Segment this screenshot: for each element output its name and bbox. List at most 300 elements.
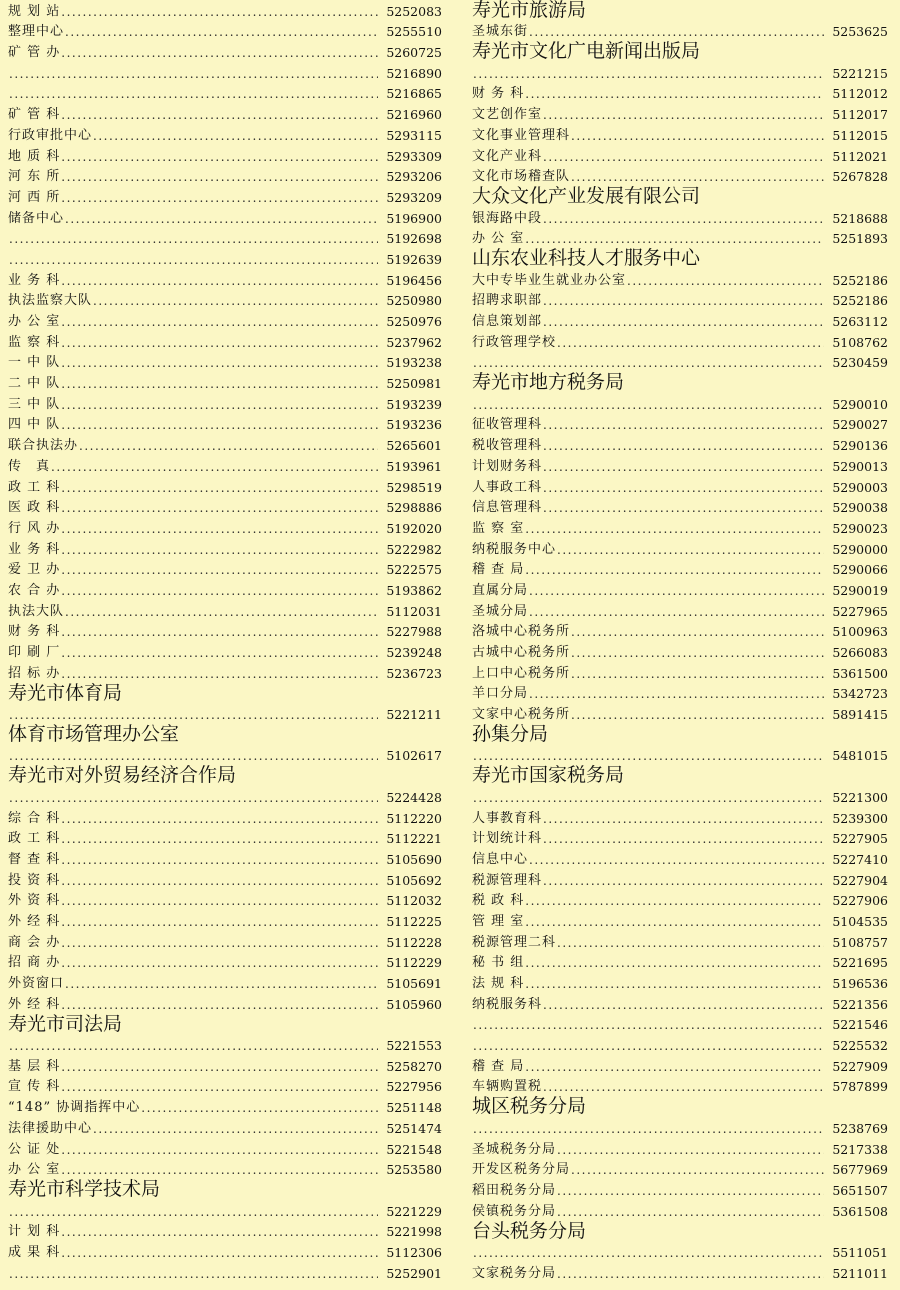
directory-entry [8, 476, 442, 497]
dot-leader [61, 313, 378, 331]
directory-entry [8, 931, 442, 952]
directory-entry [8, 1262, 442, 1283]
phone-number: 5290010 [832, 396, 888, 412]
phone-number: 5290027 [832, 417, 888, 433]
department-name: 规 划 站 [8, 3, 61, 19]
department-name: 招聘求职部 [472, 293, 543, 309]
phone-number: 5267828 [832, 169, 888, 185]
phone-number: 5192698 [386, 231, 442, 247]
dot-leader [61, 1058, 378, 1076]
department-name: 矿 管 办 [8, 45, 61, 61]
phone-number: 5227904 [832, 872, 888, 888]
phone-number: 5342723 [832, 686, 888, 702]
dot-leader [525, 892, 824, 910]
phone-number: 5112220 [386, 810, 442, 826]
directory-entry [8, 600, 442, 621]
phone-number: 5112017 [832, 107, 888, 123]
directory-entry [8, 414, 442, 435]
directory-entry [8, 41, 442, 62]
dot-leader [525, 520, 824, 538]
dot-leader [61, 3, 378, 21]
phone-number: 5361500 [832, 665, 888, 681]
phone-number: 5293206 [386, 169, 442, 185]
dot-leader [61, 148, 378, 166]
phone-number: 5196456 [386, 272, 442, 288]
dot-leader [141, 1099, 378, 1117]
directory-entry [8, 103, 442, 124]
directory-entry [472, 103, 888, 124]
department-name: 圣城税务分局 [472, 1141, 557, 1157]
section-heading: 山东农业科技人才服务中心 [472, 247, 701, 270]
directory-entry [8, 703, 442, 724]
section-heading: 城区税务分局 [472, 1095, 587, 1118]
dot-leader [61, 168, 378, 186]
directory-entry [472, 1159, 888, 1180]
phone-number: 5216960 [386, 107, 442, 123]
directory-entry [472, 1200, 888, 1221]
dot-leader [571, 665, 824, 683]
directory-entry [8, 248, 442, 269]
phone-number: 5192020 [386, 520, 442, 536]
directory-entry [472, 1138, 888, 1159]
phone-number: 5105960 [386, 996, 442, 1012]
department-name: 河 东 所 [8, 169, 61, 185]
department-name: 车辆购置税 [472, 1079, 543, 1095]
directory-entry [472, 972, 888, 993]
dot-leader [61, 375, 378, 393]
phone-number: 5236723 [386, 665, 442, 681]
directory-entry [472, 786, 888, 807]
department-name: 人事政工科 [472, 479, 543, 495]
phone-number: 5108757 [832, 934, 888, 950]
phone-number: 5196900 [386, 210, 442, 226]
dot-leader [543, 810, 824, 828]
dot-leader [571, 168, 824, 186]
department-name: 联合执法办 [8, 438, 79, 454]
department-name: 储备中心 [8, 210, 65, 226]
directory-entry [8, 83, 442, 104]
directory-entry [472, 703, 888, 724]
phone-number: 5252083 [386, 3, 442, 19]
directory-entry [8, 1117, 442, 1138]
directory-entry [8, 952, 442, 973]
department-name: 纳税服务中心 [472, 541, 557, 557]
phone-number: 5224428 [386, 789, 442, 805]
directory-entry [472, 124, 888, 145]
directory-entry [8, 848, 442, 869]
phone-number: 5218688 [832, 210, 888, 226]
dot-leader [557, 934, 824, 952]
dot-leader [543, 313, 824, 331]
department-name: 人事教育科 [472, 810, 543, 826]
department-name: 印 刷 厂 [8, 645, 61, 660]
directory-entry [8, 497, 442, 518]
dot-leader [525, 913, 824, 931]
dot-leader [61, 996, 378, 1014]
phone-number: 5222575 [386, 562, 442, 578]
directory-entry [472, 310, 888, 331]
phone-number: 5239300 [832, 810, 888, 826]
department-name: 财 务 科 [8, 624, 61, 640]
dot-leader [65, 603, 378, 621]
directory-entry [8, 517, 442, 538]
directory-entry [472, 993, 888, 1014]
directory-entry [472, 1014, 888, 1035]
dot-leader [543, 479, 824, 497]
directory-entry [472, 745, 888, 766]
dot-leader [61, 541, 378, 559]
phone-number: 5237962 [386, 334, 442, 350]
directory-entry [8, 869, 442, 890]
phone-number: 5112021 [832, 148, 888, 164]
directory-entry [472, 662, 888, 683]
phone-number: 5192639 [386, 251, 442, 267]
phone-number: 5250981 [386, 376, 442, 392]
phone-number: 5290000 [832, 541, 888, 557]
department-name: 招 标 办 [8, 665, 61, 681]
directory-entry [8, 910, 442, 931]
directory-entry [472, 434, 888, 455]
phone-number: 5112228 [386, 934, 442, 950]
directory-entry [8, 290, 442, 311]
department-name: 监 察 室 [472, 520, 525, 536]
department-name: 税源管理科 [472, 872, 543, 888]
section-heading: 寿光市科学技术局 [8, 1178, 161, 1201]
dot-leader [9, 706, 378, 724]
department-name: 矿 管 科 [8, 107, 61, 123]
phone-number: 5105690 [386, 851, 442, 867]
directory-entry [8, 1241, 442, 1262]
phone-number: 5193238 [386, 355, 442, 371]
phone-number: 5221546 [832, 1017, 888, 1033]
phone-number: 5221229 [386, 1203, 442, 1219]
right-column [450, 0, 900, 1290]
dot-leader [93, 292, 378, 310]
dot-leader [61, 892, 378, 910]
directory-entry [8, 1159, 442, 1180]
dot-leader [61, 499, 378, 517]
dot-leader [557, 1141, 824, 1159]
directory-entry [472, 1055, 888, 1076]
dot-leader [543, 458, 824, 476]
directory-entry [472, 414, 888, 435]
dot-leader [543, 292, 824, 310]
phone-number: 5211011 [832, 1265, 888, 1281]
directory-entry [472, 952, 888, 973]
dot-leader [9, 1203, 378, 1221]
department-name: 税收管理科 [472, 438, 543, 454]
phone-number: 5227988 [386, 624, 442, 640]
directory-entry [472, 166, 888, 187]
phone-number: 5290003 [832, 479, 888, 495]
directory-entry [8, 1221, 442, 1242]
dot-leader [61, 582, 378, 600]
dot-leader [61, 1161, 378, 1179]
department-name: 外 经 科 [8, 996, 61, 1012]
dot-leader [93, 1120, 378, 1138]
dot-leader [525, 85, 824, 103]
department-name: 二 中 队 [8, 376, 61, 392]
section-heading: 体育市场管理办公室 [8, 723, 180, 746]
phone-number: 5227906 [832, 893, 888, 909]
phone-number: 5238769 [832, 1120, 888, 1136]
dot-leader [473, 1244, 824, 1262]
department-name: 文艺创作室 [472, 107, 543, 123]
dot-leader [473, 1120, 824, 1138]
dot-leader [61, 913, 378, 931]
dot-leader [543, 106, 824, 124]
department-name: 直属分局 [472, 582, 529, 598]
department-name: 纳税服务科 [472, 996, 543, 1012]
phone-number: 5112031 [386, 603, 442, 619]
department-name: 开发区税务分局 [472, 1162, 571, 1178]
phone-number: 5221300 [832, 789, 888, 805]
directory-entry [8, 1034, 442, 1055]
department-name: 商 会 办 [8, 934, 61, 950]
phone-number: 5221211 [386, 707, 442, 723]
phone-number: 5216865 [386, 86, 442, 102]
phone-number: 5221356 [832, 996, 888, 1012]
directory-entry [472, 1262, 888, 1283]
directory-entry [8, 1138, 442, 1159]
dot-leader [543, 996, 824, 1014]
phone-number: 5112229 [386, 955, 442, 971]
directory-entry [472, 869, 888, 890]
directory-entry [8, 372, 442, 393]
phone-number: 5100963 [832, 624, 888, 640]
department-name: 法律援助中心 [8, 1120, 93, 1136]
dot-leader [61, 44, 378, 62]
dot-leader [543, 499, 824, 517]
phone-number: 5293309 [386, 148, 442, 164]
directory-entry [472, 497, 888, 518]
phone-number: 5290038 [832, 500, 888, 516]
directory-entry [8, 62, 442, 83]
directory-entry [472, 828, 888, 849]
directory-entry [472, 1117, 888, 1138]
directory-entry [8, 186, 442, 207]
department-name: 医 政 科 [8, 500, 61, 516]
directory-entry [8, 393, 442, 414]
dot-leader [525, 230, 824, 248]
phone-number: 5193862 [386, 582, 442, 598]
department-name: 外 资 科 [8, 893, 61, 909]
dot-leader [61, 354, 378, 372]
department-name: 政 工 科 [8, 479, 61, 495]
dot-leader [543, 416, 824, 434]
dot-leader [61, 520, 378, 538]
department-name: 整理中心 [8, 24, 65, 40]
directory-entry [8, 228, 442, 249]
directory-entry [472, 145, 888, 166]
dot-leader [473, 747, 824, 765]
department-name: 信息策划部 [472, 314, 543, 329]
phone-number: 5361508 [832, 1203, 888, 1219]
directory-entry [8, 1200, 442, 1221]
department-name: 信息管理科 [472, 500, 543, 516]
dot-leader [571, 706, 824, 724]
dot-leader [93, 127, 378, 145]
phone-number: 5298886 [386, 500, 442, 516]
department-name: 税源管理二科 [472, 934, 557, 950]
dot-leader [9, 230, 378, 248]
phone-number: 5263112 [832, 314, 888, 329]
department-name: 文化市场稽查队 [472, 169, 571, 185]
dot-leader [557, 1182, 824, 1200]
department-name: 传 真 [8, 458, 51, 474]
department-name: 洛城中心税务所 [472, 624, 571, 640]
directory-entry [472, 600, 888, 621]
phone-number: 5221215 [832, 65, 888, 81]
department-name: 三 中 队 [8, 396, 61, 412]
phone-number: 5255510 [386, 24, 442, 40]
dot-leader [61, 334, 378, 352]
department-name: 行政管理学校 [472, 334, 557, 350]
department-name: 大中专毕业生就业办公室 [472, 272, 627, 288]
phone-number: 5258270 [386, 1058, 442, 1074]
dot-leader [473, 65, 824, 83]
directory-entry [8, 641, 442, 662]
dot-leader [61, 954, 378, 972]
directory-entry [8, 21, 442, 42]
dot-leader [571, 623, 824, 641]
dot-leader [61, 830, 378, 848]
directory-entry [472, 228, 888, 249]
department-name: 办 公 室 [472, 231, 525, 247]
phone-number: 5193239 [386, 396, 442, 412]
department-name: “148” 协调指挥中心 [8, 1100, 141, 1116]
department-name: 秘 书 组 [472, 955, 525, 971]
dot-leader [79, 437, 378, 455]
phone-number: 5651507 [832, 1182, 888, 1198]
dot-leader [543, 872, 824, 890]
dot-leader [529, 23, 824, 41]
directory-entry [8, 1076, 442, 1097]
directory-entry [8, 972, 442, 993]
dot-leader [61, 396, 378, 414]
section-heading: 寿光市司法局 [8, 1012, 123, 1035]
phone-number: 5227965 [832, 603, 888, 619]
directory-entry [8, 662, 442, 683]
dot-leader [61, 1244, 378, 1262]
phone-number: 5252186 [832, 272, 888, 288]
dot-leader [525, 1058, 824, 1076]
dot-leader [543, 210, 824, 228]
phone-number: 5787899 [832, 1079, 888, 1095]
phone-number: 5105691 [386, 976, 442, 991]
dot-leader [9, 65, 378, 83]
dot-leader [557, 334, 824, 352]
directory-entry [472, 641, 888, 662]
directory-entry [472, 931, 888, 952]
directory-entry [472, 1241, 888, 1262]
department-name: 侯镇税务分局 [472, 1203, 557, 1219]
section-heading: 台头税务分局 [472, 1219, 587, 1242]
directory-entry [472, 890, 888, 911]
department-name: 圣城东街 [472, 24, 529, 40]
department-name: 一 中 队 [8, 355, 61, 371]
directory-entry [8, 207, 442, 228]
department-name: 文化产业科 [472, 148, 543, 164]
department-name: 农 合 办 [8, 582, 61, 598]
phone-number: 5227956 [386, 1079, 442, 1095]
directory-entry [8, 166, 442, 187]
department-name: 外资窗口 [8, 976, 65, 991]
dot-leader [9, 789, 378, 807]
dot-leader [627, 272, 824, 290]
directory-entry [8, 1055, 442, 1076]
phone-number: 5251148 [386, 1100, 442, 1116]
directory-entry [8, 0, 442, 21]
directory-entry [8, 331, 442, 352]
phone-number: 5290066 [832, 562, 888, 578]
directory-entry [472, 538, 888, 559]
department-name: 文化事业管理科 [472, 127, 571, 143]
directory-entry [472, 910, 888, 931]
department-name: 执法监察大队 [8, 293, 93, 309]
phone-number: 5221998 [386, 1224, 442, 1240]
dot-leader [9, 1265, 378, 1283]
dot-leader [61, 644, 378, 662]
phone-number: 5290023 [832, 520, 888, 536]
department-name: 法 规 科 [472, 976, 525, 991]
phone-number: 5265601 [386, 438, 442, 454]
directory-entry [8, 269, 442, 290]
directory-entry [472, 290, 888, 311]
department-name: 爱 卫 办 [8, 562, 61, 578]
department-name: 外 经 科 [8, 913, 61, 929]
directory-entry [472, 62, 888, 83]
dot-leader [473, 354, 824, 372]
dot-leader [61, 623, 378, 641]
department-name: 行 风 办 [8, 520, 61, 536]
phone-number: 5193961 [386, 458, 442, 474]
section-heading: 寿光市对外贸易经济合作局 [8, 764, 237, 787]
directory-entry [8, 1096, 442, 1117]
directory-entry [472, 207, 888, 228]
phone-number: 5227905 [832, 831, 888, 847]
department-name: 四 中 队 [8, 417, 61, 433]
department-name: 办 公 室 [8, 314, 61, 329]
directory-entry [8, 559, 442, 580]
phone-number: 5293209 [386, 189, 442, 205]
department-name: 计划财务科 [472, 458, 543, 474]
directory-entry [8, 745, 442, 766]
directory-entry [8, 993, 442, 1014]
dot-leader [61, 272, 378, 290]
phone-number: 5266083 [832, 645, 888, 660]
dot-leader [61, 479, 378, 497]
directory-entry [8, 579, 442, 600]
dot-leader [9, 85, 378, 103]
phone-number: 5251893 [832, 231, 888, 247]
phone-number: 5221548 [386, 1141, 442, 1157]
phone-number: 5481015 [832, 748, 888, 764]
dot-leader [61, 872, 378, 890]
department-name: 政 工 科 [8, 831, 61, 847]
phone-number: 5112015 [832, 127, 888, 143]
directory-entry [472, 807, 888, 828]
phone-number: 5290136 [832, 438, 888, 454]
department-name: 稻田税务分局 [472, 1182, 557, 1198]
directory-entry [8, 124, 442, 145]
department-name: 银海路中段 [472, 210, 543, 226]
phone-number: 5196536 [832, 976, 888, 991]
directory-entry [472, 1034, 888, 1055]
phone-number: 5112032 [386, 893, 442, 909]
phone-number: 5891415 [832, 707, 888, 723]
department-name: 税 政 科 [472, 893, 525, 909]
